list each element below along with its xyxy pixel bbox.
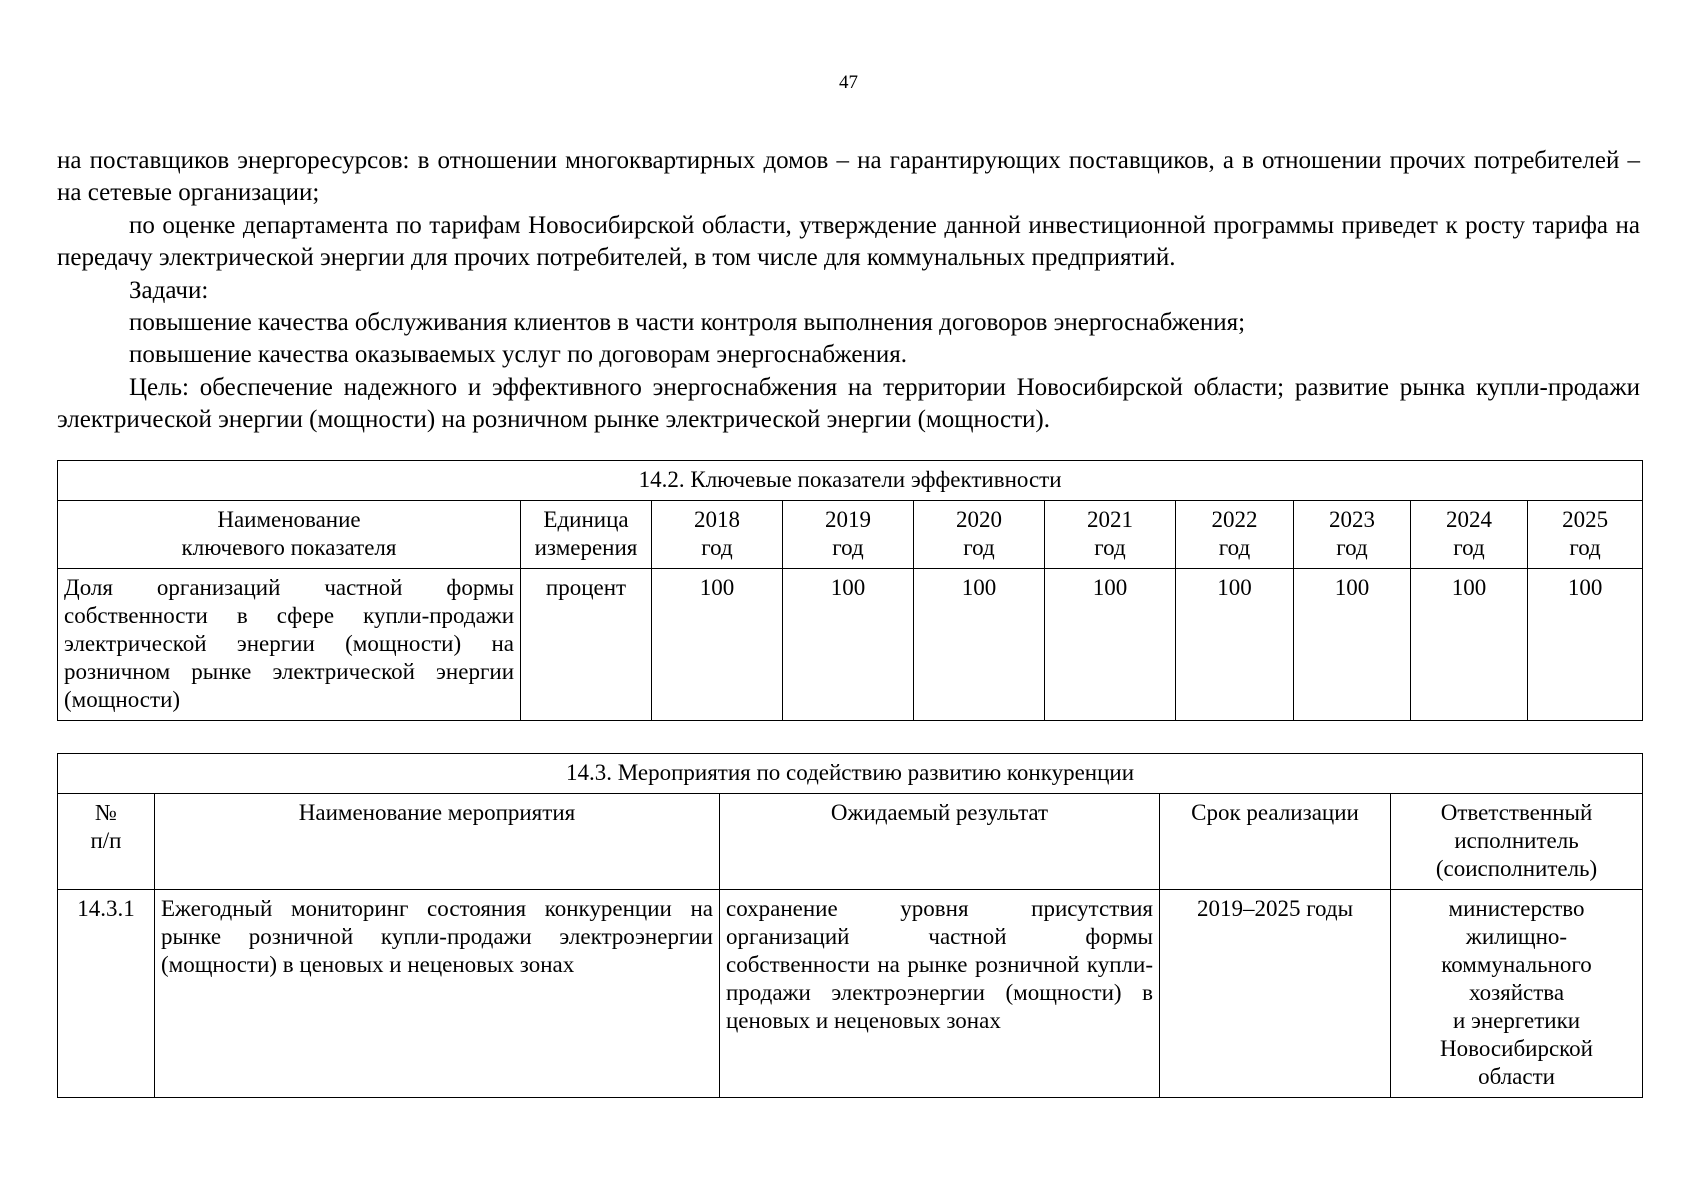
kpi-header-year: 2025 год — [1528, 501, 1643, 569]
paragraph: Цель: обеспечение надежного и эффективного энергоснабжения на территории Новосибирской области; развитие рынка купли-продажи электрической энергии (мощности) на розничном рынке электрической энергии (мощности). — [57, 373, 1640, 434]
events-header-num: № п/п — [58, 794, 155, 890]
kpi-value: 100 — [1528, 569, 1643, 721]
paragraph: Задачи: — [129, 276, 209, 304]
kpi-value: 100 — [652, 569, 783, 721]
event-result: сохранение уровня присутствия организаций частной формы собственности на рынке розничной купли-продажи электроэнергии (мощности) в ценовых и неценовых зонах — [720, 890, 1160, 1098]
kpi-value: 100 — [1411, 569, 1528, 721]
table-row — [58, 890, 1643, 1098]
kpi-unit: процент — [521, 569, 652, 721]
kpi-value: 100 — [783, 569, 914, 721]
paragraph: на поставщиков энергоресурсов: в отношении многоквартирных домов – на гарантирующих поставщиков, а в отношении прочих потребителей – на сетевые организации; — [57, 147, 1640, 207]
paragraph: повышение качества оказываемых услуг по договорам энергоснабжения. — [129, 341, 908, 369]
event-name: Ежегодный мониторинг состояния конкуренции на рынке розничной купли-продажи электроэнергии (мощности) в ценовых и неценовых зонах — [155, 890, 720, 1098]
page-number: 47 — [839, 72, 858, 93]
table-row — [58, 569, 1643, 721]
events-table — [57, 753, 1643, 1098]
kpi-header-year: 2021 год — [1045, 501, 1176, 569]
kpi-header-row — [58, 501, 1643, 569]
kpi-header-year: 2019 год — [783, 501, 914, 569]
kpi-table-caption: 14.2. Ключевые показатели эффективности — [58, 461, 1643, 501]
kpi-table — [57, 460, 1643, 721]
kpi-value: 100 — [1294, 569, 1411, 721]
body-text — [57, 145, 1640, 437]
event-num: 14.3.1 — [58, 890, 155, 1098]
kpi-header-year: 2022 год — [1176, 501, 1294, 569]
kpi-header-unit: Единица измерения — [521, 501, 652, 569]
kpi-value: 100 — [914, 569, 1045, 721]
kpi-header-year: 2020 год — [914, 501, 1045, 569]
events-table-caption: 14.3. Мероприятия по содействию развитию конкуренции — [58, 754, 1643, 794]
events-header-row — [58, 794, 1643, 890]
event-term: 2019–2025 годы — [1160, 890, 1391, 1098]
kpi-value: 100 — [1176, 569, 1294, 721]
paragraph: по оценке департамента по тарифам Новосибирской области, утверждение данной инвестиционной программы приведет к росту тарифа на передачу электрической энергии для прочих потребителей, в том числе для коммунальных предприятий. — [57, 211, 1640, 272]
event-responsible: министерство жилищно- коммунального хозяйства и энергетики Новосибирской области — [1391, 890, 1643, 1098]
kpi-header-name: Наименование ключевого показателя — [58, 501, 521, 569]
events-header-result: Ожидаемый результат — [720, 794, 1160, 890]
kpi-header-year: 2024 год — [1411, 501, 1528, 569]
kpi-value: 100 — [1045, 569, 1176, 721]
events-header-responsible: Ответственный исполнитель (соисполнитель) — [1391, 794, 1643, 890]
events-header-term: Срок реализации — [1160, 794, 1391, 890]
kpi-header-year: 2018 год — [652, 501, 783, 569]
kpi-indicator-name: Доля организаций частной формы собственности в сфере купли-продажи электрической энергии (мощности) на розничном рынке электрической энергии (мощности) — [58, 569, 521, 721]
events-header-name: Наименование мероприятия — [155, 794, 720, 890]
paragraph: повышение качества обслуживания клиентов в части контроля выполнения договоров энергоснабжения; — [129, 309, 1246, 337]
kpi-header-year: 2023 год — [1294, 501, 1411, 569]
